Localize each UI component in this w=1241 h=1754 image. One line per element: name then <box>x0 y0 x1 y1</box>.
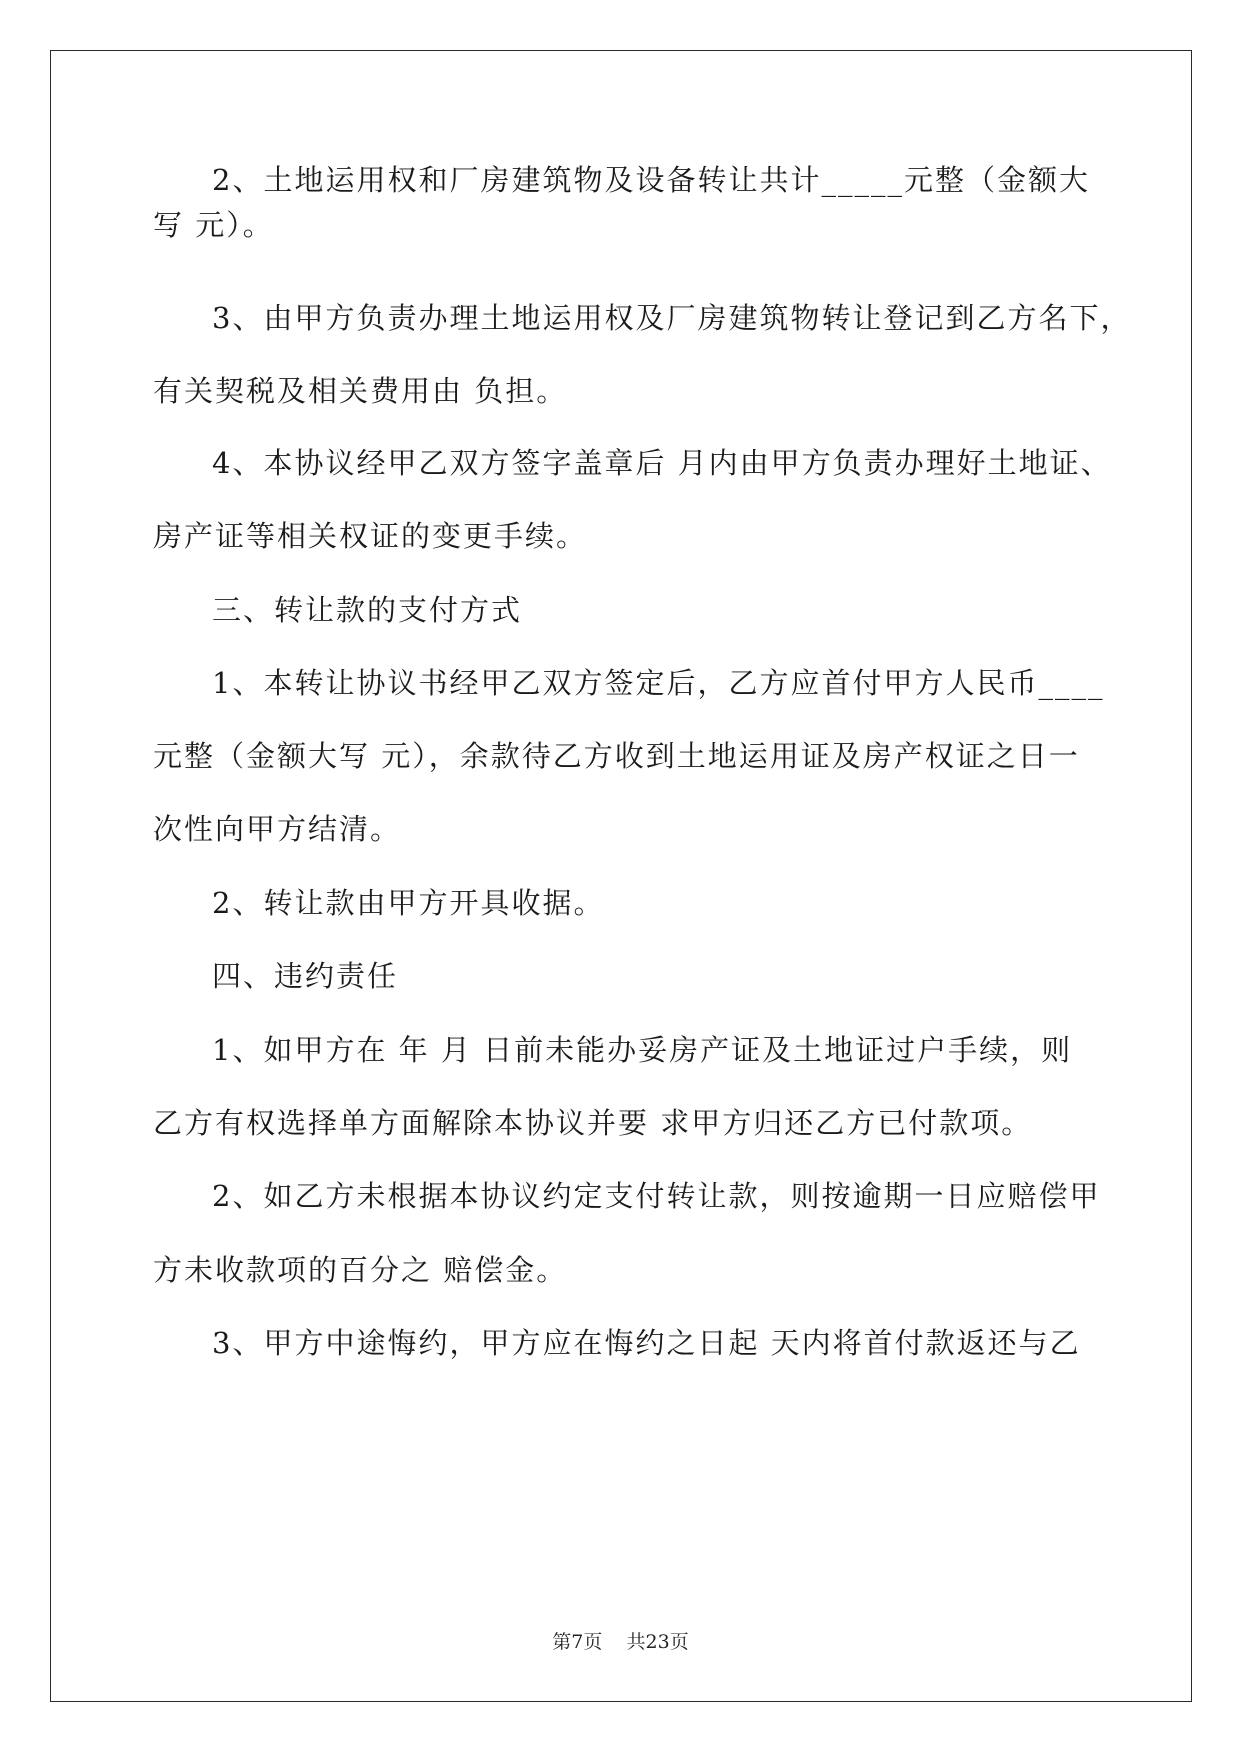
text-line: 次性向甲方结清。 <box>153 812 402 846</box>
text-line: 3、由甲方负责办理土地运用权及厂房建筑物转让登记到乙方名下， <box>212 301 1132 335</box>
text-line: 乙方有权选择单方面解除本协议并要 求甲方归还乙方已付款项。 <box>153 1106 1033 1140</box>
page-number: 第7页 共23页 <box>552 1631 689 1653</box>
text-line: 方未收款项的百分之 赔偿金。 <box>153 1253 568 1287</box>
text-line: 2、转让款由甲方开具收据。 <box>212 886 605 920</box>
text-line: 2、如乙方未根据本协议约定支付转让款，则按逾期一日应赔偿甲 <box>212 1179 1101 1213</box>
text-line: 房产证等相关权证的变更手续。 <box>153 519 588 553</box>
text-line: 1、如甲方在 年 月 日前未能办妥房产证及土地证过户手续，则 <box>212 1033 1073 1067</box>
section-heading: 四、违约责任 <box>212 959 399 993</box>
text-line: 元整（金额大写 元），余款待乙方收到土地运用证及房产权证之日一 <box>153 739 1080 773</box>
text-line: 3、甲方中途悔约，甲方应在悔约之日起 天内将首付款返还与乙 <box>212 1326 1081 1360</box>
text-line: 1、本转让协议书经甲乙双方签定后，乙方应首付甲方人民币____ <box>212 666 1105 700</box>
text-line: 4、本协议经甲乙双方签字盖章后 月内由甲方负责办理好土地证、 <box>212 446 1112 480</box>
section-heading: 三、转让款的支付方式 <box>212 593 523 627</box>
text-line: 写 元）。 <box>153 208 274 242</box>
text-line: 2、土地运用权和厂房建筑物及设备转让共计_____元整（金额大 <box>212 163 1090 197</box>
text-line: 有关契税及相关费用由 负担。 <box>153 374 568 408</box>
